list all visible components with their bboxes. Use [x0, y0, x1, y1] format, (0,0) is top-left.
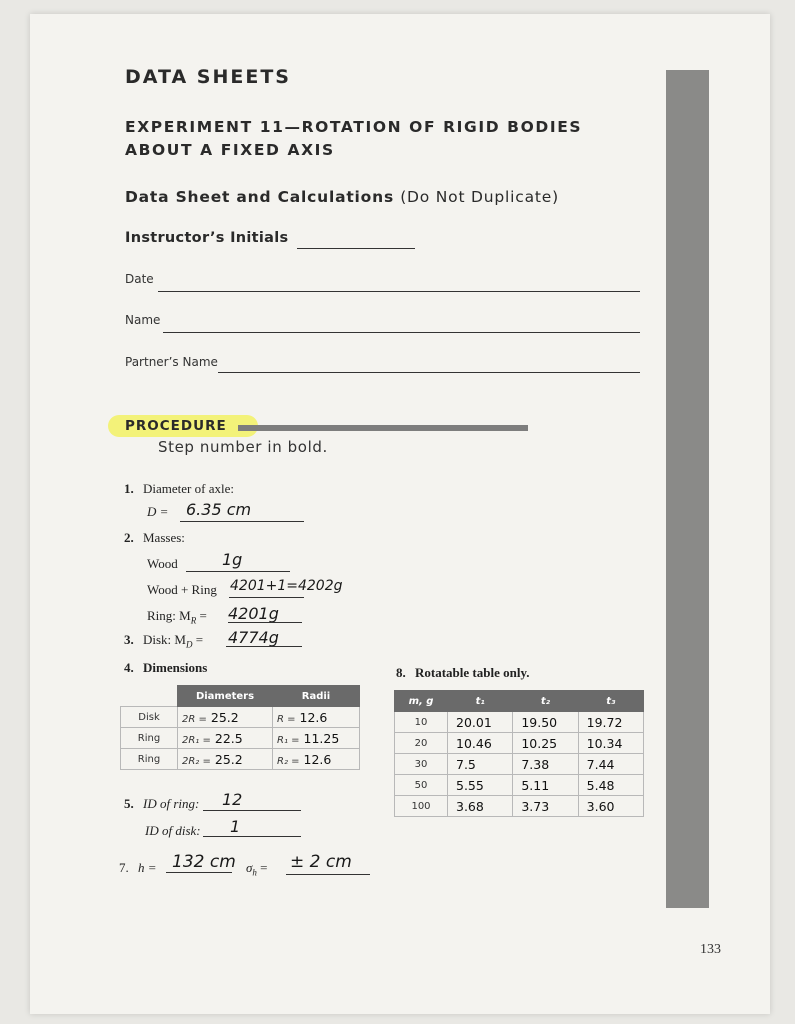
- ring-mass-subscript: R: [190, 615, 197, 626]
- dim-diameter-cell: [178, 707, 273, 728]
- ring-mass-line: [228, 622, 302, 623]
- section-heading-note: (Do Not Duplicate): [400, 188, 559, 206]
- rot-t1-cell: [448, 754, 513, 775]
- rot-t1-value: 20.01: [456, 714, 492, 730]
- dim-radius-label: R₂ =: [277, 755, 300, 767]
- disk-mass-line: [226, 646, 302, 647]
- item-disk: [124, 632, 203, 650]
- table-row: [121, 728, 360, 749]
- item-h: [119, 860, 157, 876]
- item-masses-number: 2.: [124, 530, 134, 545]
- item-rotatable: [396, 665, 529, 681]
- ring-mass-value: 4201g: [228, 604, 279, 623]
- experiment-title: [125, 116, 582, 162]
- dim-diameter-cell: [178, 728, 273, 749]
- table-row: [121, 707, 360, 728]
- name-line: [163, 332, 640, 333]
- item-masses-label: Masses:: [143, 530, 185, 545]
- rot-header-t2: t₂: [513, 691, 578, 712]
- item-id-ring-number: 5.: [124, 796, 134, 811]
- wood-ring-label: Wood + Ring: [147, 582, 217, 597]
- rot-mass-cell: 20: [395, 733, 448, 754]
- name-label: Name: [125, 313, 161, 327]
- rotatable-table: [394, 690, 644, 817]
- id-disk-line: [203, 836, 301, 837]
- rot-t1-value: 5.55: [456, 777, 484, 793]
- rot-t3-value: 7.44: [586, 756, 615, 772]
- rot-mass-cell: 10: [395, 712, 448, 733]
- rot-mass-cell: 100: [395, 796, 448, 817]
- dim-diameter-cell: [178, 749, 273, 770]
- sigma-eq: =: [256, 860, 268, 875]
- rot-t3-cell: [578, 712, 643, 733]
- dim-diameter-label: 2R =: [182, 713, 207, 725]
- table-row: [121, 749, 360, 770]
- partner-name-label: Partner’s Name: [125, 355, 218, 369]
- instructor-initials-line: [297, 248, 415, 249]
- dim-radius-value: 12.6: [299, 709, 328, 725]
- procedure-note: Step number in bold.: [158, 438, 328, 456]
- rot-t2-cell: [513, 733, 578, 754]
- rot-header-t1: t₁: [448, 691, 513, 712]
- page-title: DATA SHEETS: [125, 66, 291, 88]
- dim-diameter-value: 25.2: [210, 709, 239, 725]
- wood-ring-value: 4201+1=4202g: [230, 578, 343, 594]
- instructor-initials-label: Instructor’s Initials: [125, 230, 289, 246]
- ring-mass-eq: =: [196, 608, 207, 623]
- item-masses: [124, 530, 185, 546]
- sigma-h-label: [246, 860, 268, 878]
- axle-var: D =: [147, 504, 169, 519]
- id-ring-line: [203, 810, 301, 811]
- disk-mass-value: 4774g: [228, 628, 279, 647]
- item-dimensions: [124, 660, 207, 676]
- dim-diameter-label: 2R₁ =: [182, 734, 211, 746]
- section-heading-bold: Data Sheet and Calculations: [125, 188, 394, 206]
- disk-mass-text: Disk: M: [143, 632, 186, 647]
- rot-t3-value: 10.34: [586, 735, 623, 751]
- rot-header-m: m, g: [395, 691, 448, 712]
- dim-radius-cell: [273, 749, 360, 770]
- axle-line: [180, 521, 304, 522]
- disk-mass-subscript: D: [185, 639, 193, 650]
- ring-mass-text: Ring: M: [147, 608, 191, 623]
- rot-t1-cell: [448, 733, 513, 754]
- item-id-ring-label: ID of ring:: [143, 796, 200, 811]
- dim-radius-value: 11.25: [303, 730, 340, 746]
- rot-t2-value: 7.38: [521, 756, 550, 772]
- id-disk-value: 1: [230, 817, 241, 836]
- rot-t2-value: 19.50: [521, 714, 558, 730]
- dim-diameter-label: 2R₂ =: [182, 755, 211, 767]
- item-axle: [124, 481, 234, 497]
- date-label: Date: [125, 272, 154, 286]
- rot-t1-value: 3.68: [456, 798, 484, 814]
- date-line: [158, 291, 640, 292]
- table-row: [395, 733, 644, 754]
- wood-line: [186, 571, 290, 572]
- disk-mass-eq: =: [192, 632, 204, 647]
- item-dimensions-label: Dimensions: [143, 660, 208, 675]
- rot-t2-cell: [513, 754, 578, 775]
- dimensions-header-diameters: Diameters: [178, 686, 273, 707]
- page-number: 133: [700, 942, 721, 957]
- dim-diameter-value: 22.5: [214, 730, 243, 746]
- rot-mass-cell: 50: [395, 775, 448, 796]
- rot-t1-cell: [448, 775, 513, 796]
- rot-t3-cell: [578, 754, 643, 775]
- rot-t2-value: 3.73: [521, 798, 550, 814]
- sigma-symbol: σ: [246, 860, 253, 875]
- rot-t1-value: 10.46: [456, 735, 492, 751]
- rot-t1-cell: [448, 796, 513, 817]
- rot-t2-cell: [513, 775, 578, 796]
- item-disk-number: 3.: [124, 632, 134, 647]
- rot-t3-value: 5.48: [586, 777, 615, 793]
- dim-radius-cell: [273, 707, 360, 728]
- dim-row-name: Disk: [121, 707, 178, 728]
- h-value: 132 cm: [172, 852, 236, 872]
- table-row: [395, 754, 644, 775]
- dim-row-name: Ring: [121, 728, 178, 749]
- dimensions-table: [120, 685, 360, 770]
- item-axle-number: 1.: [124, 481, 134, 496]
- section-heading: [125, 188, 559, 206]
- table-row: [395, 712, 644, 733]
- rot-t3-cell: [578, 775, 643, 796]
- table-row: [395, 796, 644, 817]
- wood-label: Wood: [147, 556, 178, 571]
- wood-value: 1g: [222, 550, 243, 569]
- id-ring-value: 12: [222, 790, 243, 809]
- procedure-heading: PROCEDURE: [125, 418, 227, 434]
- rot-t2-value: 5.11: [521, 777, 550, 793]
- rot-t1-cell: [448, 712, 513, 733]
- rot-t3-value: 19.72: [586, 714, 623, 730]
- rot-t2-value: 10.25: [521, 735, 558, 751]
- rot-t3-cell: [578, 796, 643, 817]
- item-id-ring: [124, 796, 199, 812]
- axle-value: 6.35 cm: [186, 500, 252, 519]
- rot-t3-value: 3.60: [586, 798, 615, 814]
- experiment-title-line2: ABOUT A FIXED AXIS: [125, 141, 335, 159]
- dim-diameter-value: 25.2: [214, 751, 243, 767]
- sigma-subscript: h: [252, 867, 257, 878]
- rot-t2-cell: [513, 712, 578, 733]
- item-h-number: 7.: [119, 860, 129, 875]
- rotatable-header-row: [395, 691, 644, 712]
- dim-radius-label: R =: [277, 713, 296, 725]
- dimensions-header-row: [121, 686, 360, 707]
- dimensions-header-radii: Radii: [273, 686, 360, 707]
- page-side-bar: [666, 70, 709, 908]
- procedure-rule-bar: [238, 425, 528, 431]
- rot-header-t3: t₃: [578, 691, 643, 712]
- rot-t3-cell: [578, 733, 643, 754]
- dim-radius-value: 12.6: [303, 751, 332, 767]
- rot-t2-cell: [513, 796, 578, 817]
- dim-radius-cell: [273, 728, 360, 749]
- sigma-h-line: [286, 874, 370, 875]
- rot-mass-cell: 30: [395, 754, 448, 775]
- item-dimensions-number: 4.: [124, 660, 134, 675]
- sigma-h-value: ± 2 cm: [290, 852, 352, 872]
- h-var: h =: [138, 860, 157, 875]
- table-row: [395, 775, 644, 796]
- partner-name-line: [218, 372, 640, 373]
- id-disk-text: ID of disk:: [145, 823, 201, 838]
- dimensions-header-blank: [121, 686, 178, 707]
- dim-radius-label: R₁ =: [277, 734, 300, 746]
- ring-mass-label: [147, 608, 207, 626]
- item-rotatable-label: Rotatable table only.: [415, 665, 530, 680]
- id-disk-label: [145, 823, 201, 839]
- rot-t1-value: 7.5: [456, 756, 476, 772]
- experiment-title-line1: EXPERIMENT 11—ROTATION OF RIGID BODIES: [125, 118, 583, 136]
- item-axle-label: Diameter of axle:: [143, 481, 234, 496]
- h-line: [166, 872, 232, 873]
- dim-row-name: Ring: [121, 749, 178, 770]
- wood-ring-line: [229, 597, 304, 598]
- item-rotatable-number: 8.: [396, 665, 406, 680]
